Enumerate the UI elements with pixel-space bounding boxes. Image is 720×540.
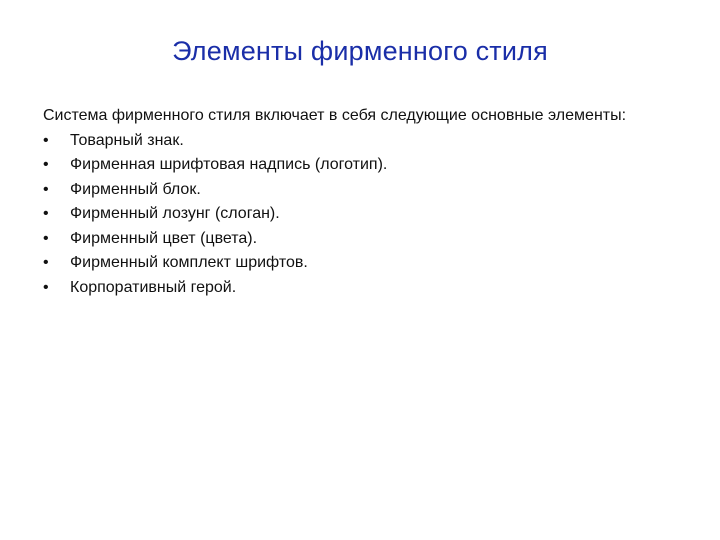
bullet-text: Фирменный цвет (цвета). [70, 229, 258, 247]
bullet-item [43, 202, 683, 227]
bullet-icon: • [43, 205, 49, 222]
bullet-icon: • [43, 278, 49, 296]
intro-text: Система фирменного стиля включает в себя следующие основные элементы: [43, 107, 627, 124]
bullet-text: Товарный знак. [70, 131, 184, 149]
bullet-icon: • [43, 254, 49, 271]
bullet-item [43, 153, 683, 178]
bullet-icon: • [43, 180, 49, 198]
bullet-text: Корпоративный герой. [70, 278, 237, 296]
bullet-text: Фирменный лозунг (слоган). [70, 205, 280, 222]
slide-title: Элементы фирменного стиля [172, 36, 548, 66]
bullet-item [43, 251, 683, 276]
bullet-text: Фирменный блок. [70, 180, 201, 198]
bullet-icon: • [43, 229, 49, 247]
bullet-item [43, 276, 683, 301]
slide-body [43, 104, 683, 300]
bullet-icon: • [43, 131, 49, 149]
bullet-item [43, 129, 683, 154]
bullet-list [43, 129, 683, 301]
bullet-text: Фирменный комплект шрифтов. [70, 254, 308, 271]
bullet-text: Фирменная шрифтовая надпись (логотип). [70, 156, 388, 173]
bullet-item [43, 227, 683, 252]
bullet-icon: • [43, 156, 49, 173]
bullet-item [43, 178, 683, 203]
